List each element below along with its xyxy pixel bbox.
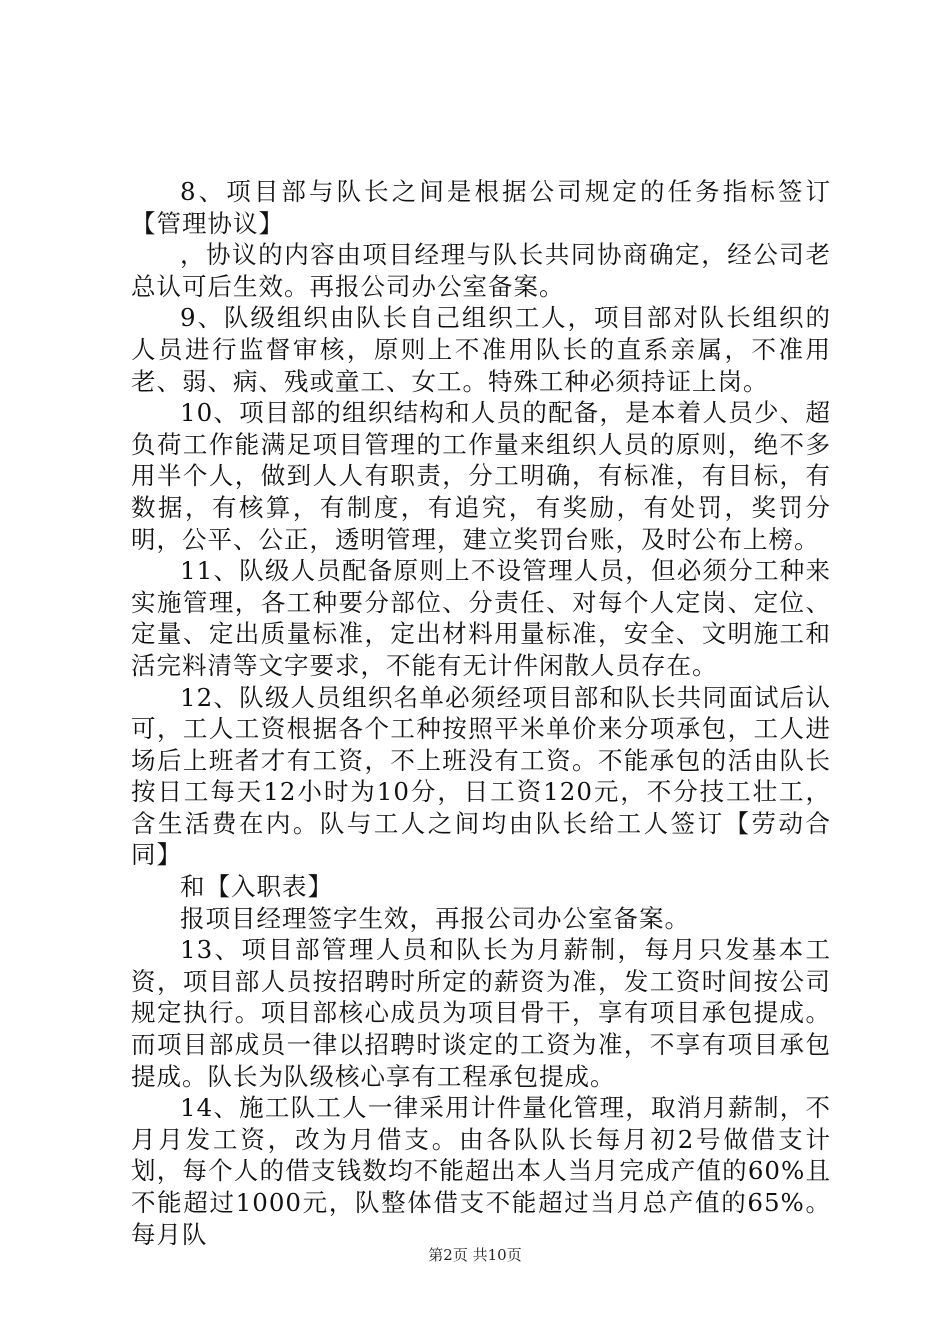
paragraph-13: 13、项目部管理人员和队长为月薪制，每月只发基本工资，项目部人员按招聘时所定的薪资为准，发工资时间按公司规定执行。项目部核心成员为项目骨干，享有项目承包提成。而项目部成员一律以招聘时谈定的工资为准，不享有项目承包提成。队长为队级核心享有工程承包提成。 xyxy=(131,935,831,1091)
paragraph-14: 14、施工队工人一律采用计件量化管理，取消月薪制，不月月发工资，改为月借支。由各队队长每月初2号做借支计划，每个人的借支钱数均不能超出本人当月完成产值的60%且不能超过1000元，队整体借支不能超过当月总产值的65%。每月队 xyxy=(131,1093,831,1249)
paragraph-10: 10、项目部的组织结构和人员的配备，是本着人员少、超负荷工作能满足项目管理的工作量来组织人员的原则，绝不多用半个人，做到人人有职责，分工明确，有标准，有目标，有数据，有核算，有制度，有追究，有奖励，有处罚，奖罚分明，公平、公正，透明管理，建立奖罚台账，及时公布上榜。 xyxy=(131,398,831,554)
paragraph-8: 8、项目部与队长之间是根据公司规定的任务指标签订【管理协议】 xyxy=(131,177,831,238)
paragraph-8-continued: ，协议的内容由项目经理与队长共同协商确定，经公司老总认可后生效。再报公司办公室备案。 xyxy=(131,240,831,301)
paragraph-9: 9、队级组织由队长自己组织工人，项目部对队长组织的人员进行监督审核，原则上不准用队长的直系亲属，不准用老、弱、病、残或童工、女工。特殊工种必须持证上岗。 xyxy=(131,303,831,396)
paragraph-11: 11、队级人员配备原则上不设管理人员，但必须分工种来实施管理，各工种要分部位、分责任、对每个人定岗、定位、定量、定出质量标准，定出材料用量标准，安全、文明施工和活完料清等文字要求，不能有无计件闲散人员存在。 xyxy=(131,556,831,680)
page-number-footer: 第2页 共10页 xyxy=(428,1246,522,1264)
document-body xyxy=(131,176,831,1250)
paragraph-12-filing: 报项目经理签字生效，再报公司办公室备案。 xyxy=(180,903,690,933)
paragraph-12-entry-form: 和【入职表】 xyxy=(180,872,333,902)
paragraph-12: 12、队级人员组织名单必须经项目部和队长共同面试后认可，工人工资根据各个工种按照平米单价来分项承包，工人进场后上班者才有工资，不上班没有工资。不能承包的活由队长按日工每天12小时为10分，日工资120元，不分技工壮工，含生活费在内。队与工人之间均由队长给工人签订【劳动合同】 xyxy=(131,682,831,870)
